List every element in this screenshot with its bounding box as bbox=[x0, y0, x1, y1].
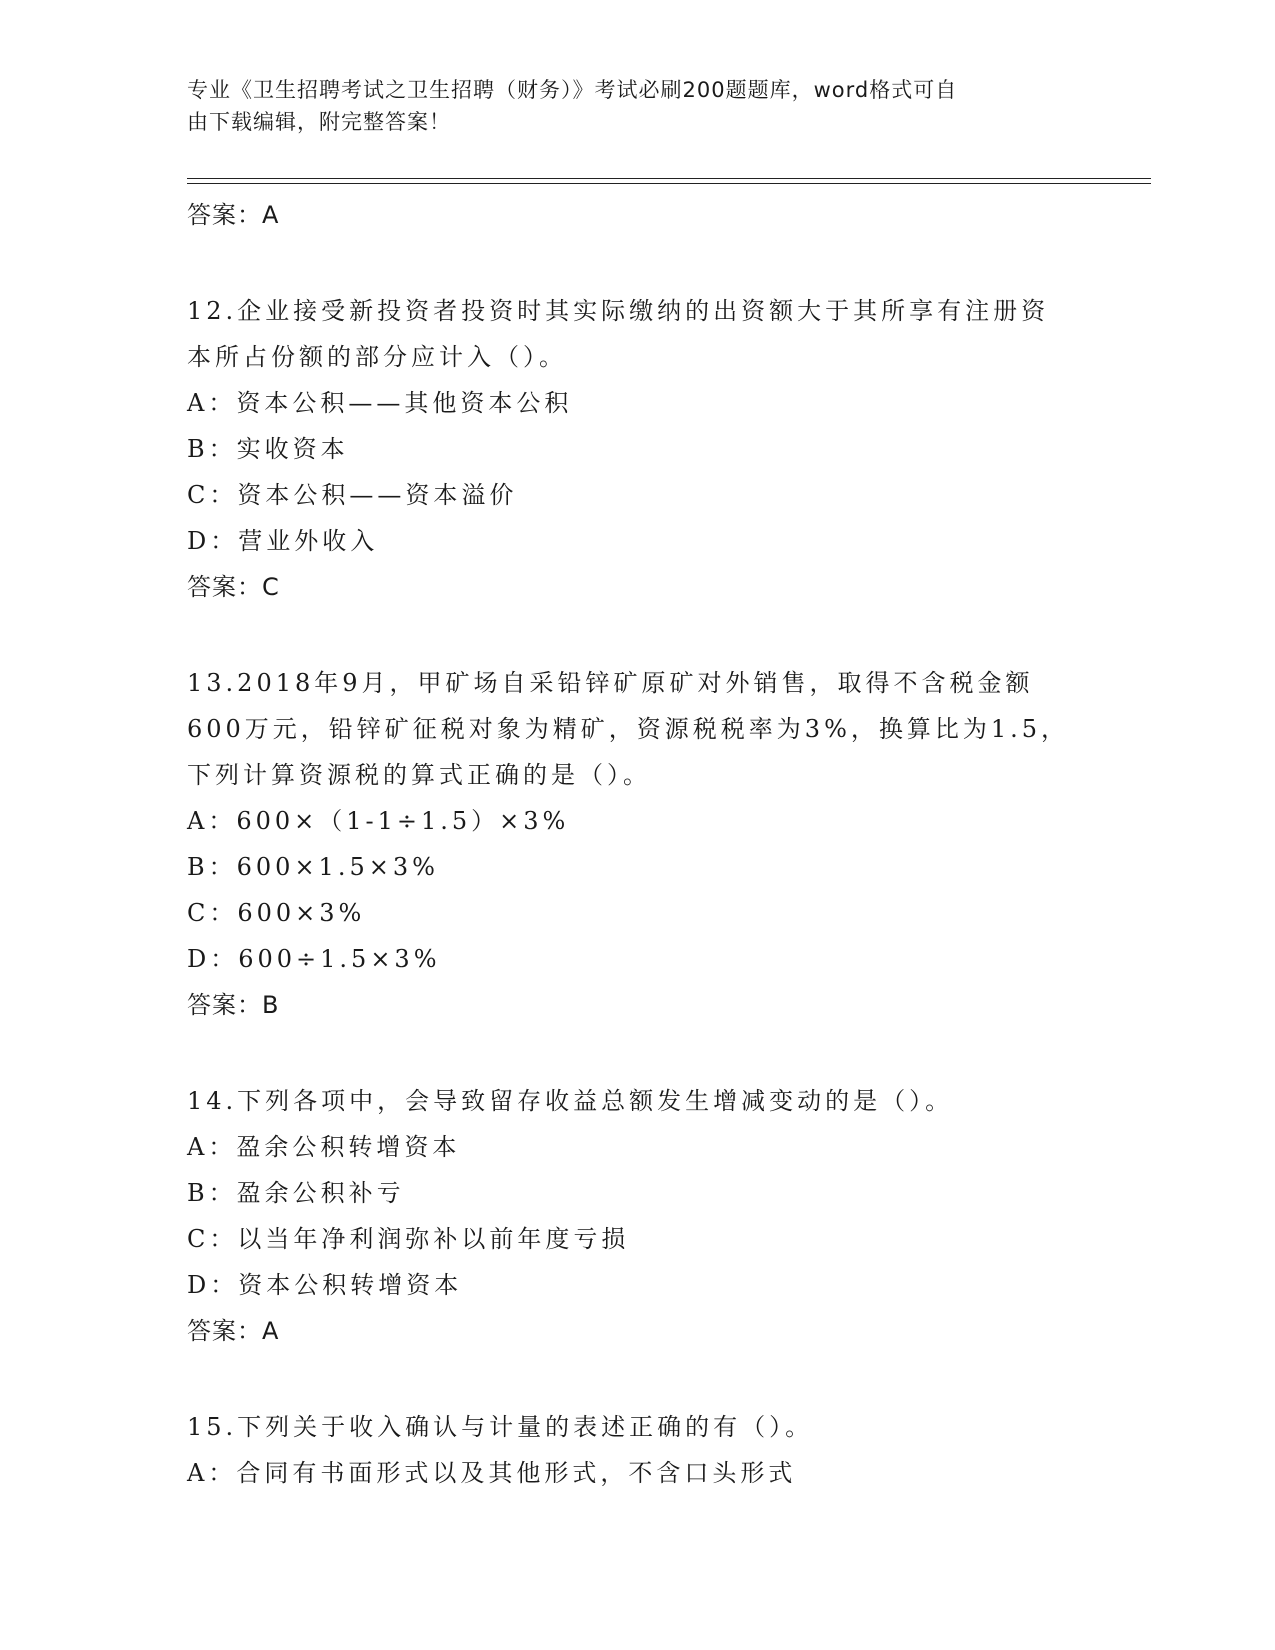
question-text-line: 600万元，铅锌矿征税对象为精矿，资源税税率为3%，换算比为1.5， bbox=[187, 715, 1070, 743]
header-line-2: 由下载编辑，附完整答案！ bbox=[187, 110, 451, 134]
answer-line: 答案：A bbox=[187, 1317, 280, 1345]
question-text-line: 14.下列各项中，会导致留存收益总额发生增减变动的是（）。 bbox=[187, 1087, 954, 1115]
question-text-line: 15.下列关于收入确认与计量的表述正确的有（）。 bbox=[187, 1413, 814, 1441]
option-a: A：盈余公积转增资本 bbox=[187, 1133, 461, 1161]
option-c: C：600×3% bbox=[187, 899, 366, 927]
spacer bbox=[187, 238, 1087, 288]
option-a: A：资本公积——其他资本公积 bbox=[187, 389, 573, 417]
header-divider-bottom bbox=[187, 183, 1151, 184]
header-line-1: 专业《卫生招聘考试之卫生招聘（财务）》考试必刷200题题库，word格式可自 bbox=[187, 78, 958, 102]
question-text-line: 本所占份额的部分应计入（）。 bbox=[187, 343, 567, 371]
previous-answer: 答案：A bbox=[187, 201, 280, 229]
question-text-line: 13.2018年9月，甲矿场自采铅锌矿原矿对外销售，取得不含税金额 bbox=[187, 669, 1034, 697]
spacer bbox=[187, 1354, 1087, 1404]
header-divider-top bbox=[187, 178, 1151, 179]
option-d: D：营业外收入 bbox=[187, 527, 379, 555]
option-b: B：600×1.5×3% bbox=[187, 853, 439, 881]
option-d: D：资本公积转增资本 bbox=[187, 1271, 463, 1299]
question-text-line: 12.企业接受新投资者投资时其实际缴纳的出资额大于其所享有注册资 bbox=[187, 297, 1050, 325]
option-d: D：600÷1.5×3% bbox=[187, 945, 441, 973]
option-b: B：盈余公积补亏 bbox=[187, 1179, 405, 1207]
option-b: B：实收资本 bbox=[187, 435, 349, 463]
spacer bbox=[187, 1028, 1087, 1078]
answer-line: 答案：C bbox=[187, 573, 280, 601]
question-content bbox=[187, 192, 1087, 1496]
question-text-line: 下列计算资源税的算式正确的是（）。 bbox=[187, 761, 651, 789]
option-c: C：资本公积——资本溢价 bbox=[187, 481, 518, 509]
spacer bbox=[187, 610, 1087, 660]
question-12 bbox=[187, 288, 1087, 610]
option-a: A：600×（1-1÷1.5）×3% bbox=[187, 807, 570, 835]
question-14 bbox=[187, 1078, 1087, 1354]
option-a: A：合同有书面形式以及其他形式，不含口头形式 bbox=[187, 1459, 797, 1487]
question-13 bbox=[187, 660, 1087, 1028]
answer-line: 答案：B bbox=[187, 991, 280, 1019]
option-c: C：以当年净利润弥补以前年度亏损 bbox=[187, 1225, 630, 1253]
document-header bbox=[187, 74, 1087, 138]
question-15 bbox=[187, 1404, 1087, 1496]
